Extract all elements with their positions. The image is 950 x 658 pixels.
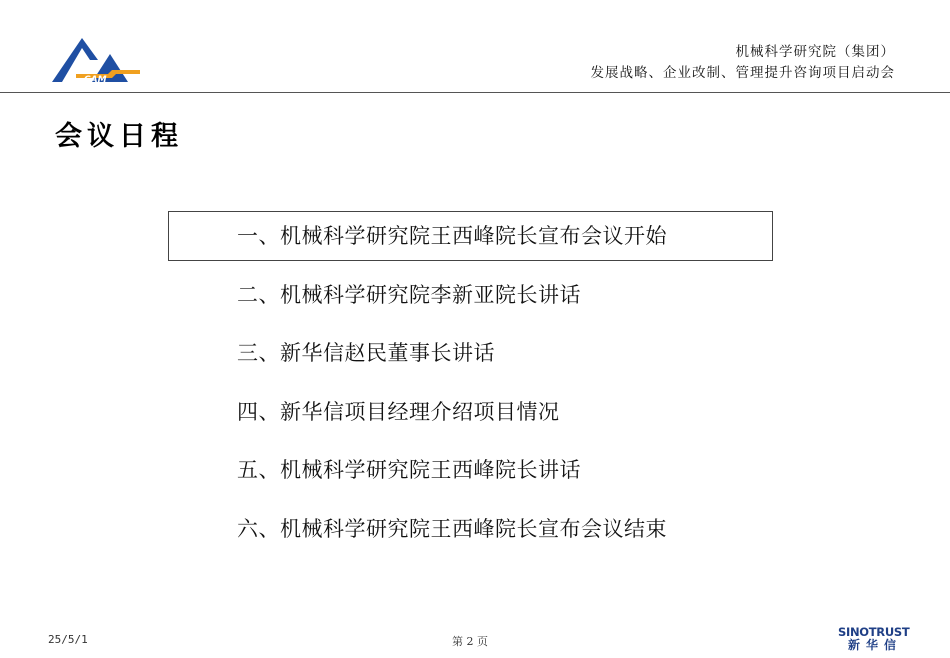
agenda-item-4: 四、新华信项目经理介绍项目情况 <box>237 399 560 424</box>
agenda-list <box>237 222 667 573</box>
agenda-item-2: 二、机械科学研究院李新亚院长讲话 <box>237 282 581 307</box>
brand-cn: 新华信 <box>847 638 902 652</box>
cam-logo <box>48 30 144 86</box>
sinotrust-logo <box>838 626 908 652</box>
agenda-item-5: 五、机械科学研究院王西峰院长讲话 <box>237 458 581 482</box>
agenda-item-1: 一、机械科学研究院王西峰院长宣布会议开始 <box>237 224 667 248</box>
org-name: 机械科学研究院（集团） <box>735 44 895 60</box>
footer-page-number: 第 2 页 <box>452 635 488 648</box>
agenda-item-3: 三、新华信赵民董事长讲话 <box>237 341 495 365</box>
header-text <box>591 42 896 84</box>
footer-date: 25/5/1 <box>48 633 88 646</box>
logo-text: CAM <box>84 75 107 85</box>
header-divider <box>0 92 950 93</box>
brand-en: SINOTRUST <box>838 625 910 639</box>
meeting-name: 发展战略、企业改制、管理提升咨询项目启动会 <box>590 65 895 81</box>
page-title: 会议日程 <box>55 121 183 152</box>
cam-logo-icon <box>48 30 144 86</box>
agenda-item-6: 六、机械科学研究院王西峰院长宣布会议结束 <box>237 516 667 541</box>
